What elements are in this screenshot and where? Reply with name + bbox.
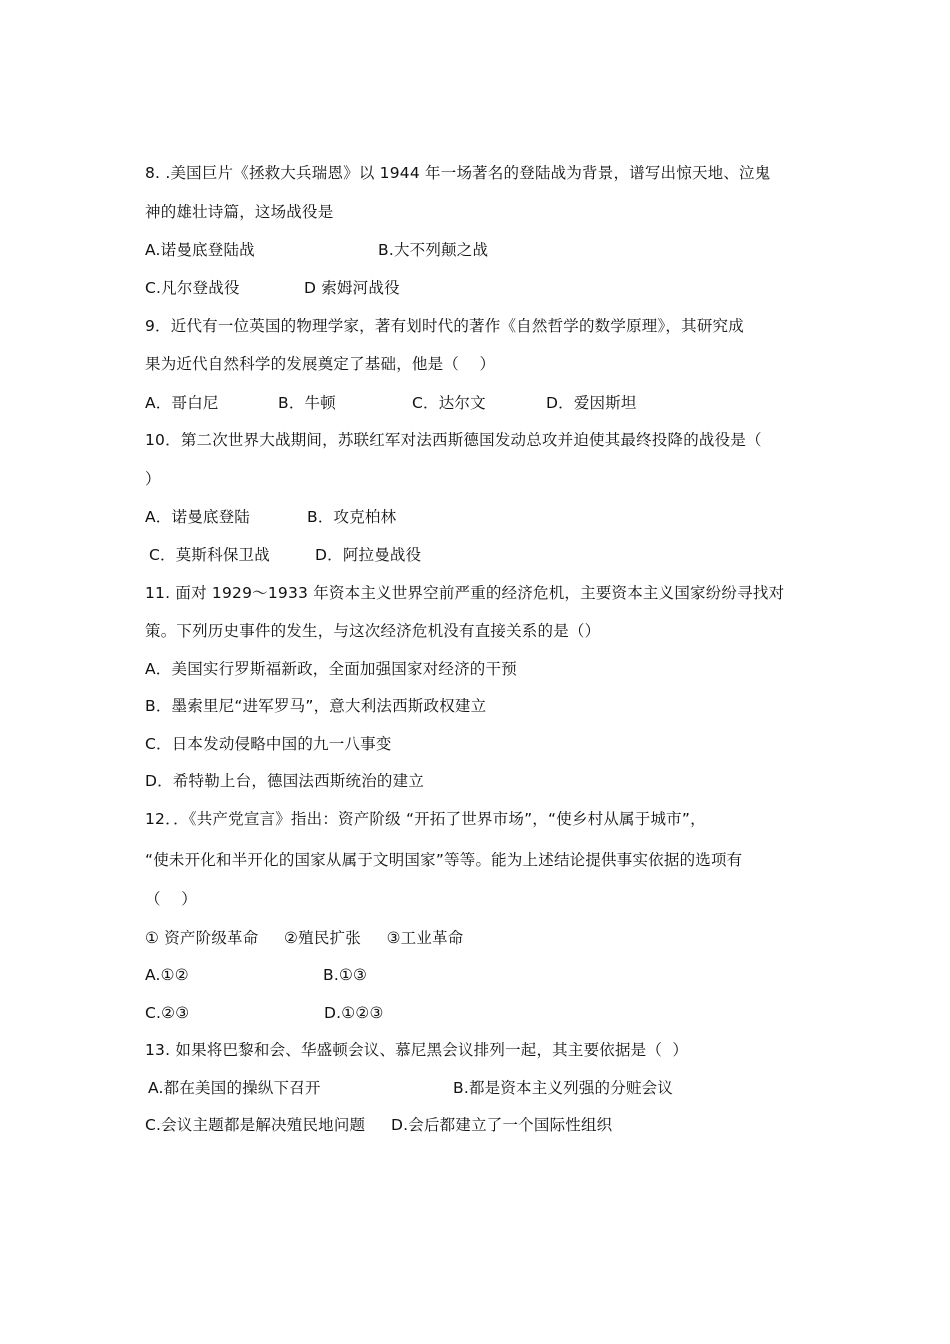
q10-stem-line-2: ） [145, 470, 161, 488]
q13-option-b: B.都是资本主义列强的分赃会议 [453, 1079, 674, 1097]
q10-option-a: A．诺曼底登陆 [145, 508, 251, 526]
q12-stem-line-3: （ ） [145, 890, 197, 908]
q8-option-d: D 索姆河战役 [304, 279, 400, 297]
q8-option-b: B.大不列颠之战 [378, 241, 489, 259]
q10-option-d: D．阿拉曼战役 [315, 546, 422, 564]
q11-option-a: A．美国实行罗斯福新政，全面加强国家对经济的干预 [145, 660, 517, 678]
q13-option-c: C.会议主题都是解决殖民地问题 [145, 1116, 366, 1134]
q12-option-b: B.①③ [323, 966, 368, 984]
q11-option-d: D．希特勒上台，德国法西斯统治的建立 [145, 772, 425, 790]
q13-option-d: D.会后都建立了一个国际性组织 [391, 1116, 613, 1134]
q12-items: ① 资产阶级革命 ②殖民扩张 ③工业革命 [145, 929, 464, 947]
q11-option-b: B．墨索里尼“进军罗马”，意大利法西斯政权建立 [145, 697, 487, 715]
q12-option-a: A.①② [145, 966, 189, 984]
q11-stem-line-1: 11. 面对 1929～1933 年资本主义世界空前严重的经济危机，主要资本主义国家纷纷寻找对 [145, 584, 785, 602]
q9-option-a: A．哥白尼 [145, 394, 219, 412]
q8-stem-line-1: 8. .美国巨片《拯救大兵瑞恩》以 1944 年一场著名的登陆战为背景，谱写出惊天地、泣鬼 [145, 164, 771, 182]
q9-stem-line-2: 果为近代自然科学的发展奠定了基础，他是（ ） [145, 355, 496, 373]
q10-option-b: B．攻克柏林 [307, 508, 397, 526]
q13-stem-line-1: 13. 如果将巴黎和会、华盛顿会议、慕尼黑会议排列一起，其主要依据是（ ） [145, 1041, 689, 1059]
q9-option-b: B．牛顿 [278, 394, 336, 412]
q9-option-c: C．达尔文 [412, 394, 486, 412]
q8-stem-line-2: 神的雄壮诗篇，这场战役是 [145, 203, 334, 221]
q9-option-d: D．爱因斯坦 [546, 394, 637, 412]
q12-option-c: C.②③ [145, 1004, 190, 1022]
q10-stem-line-1: 10．第二次世界大战期间，苏联红军对法西斯德国发动总攻并迫使其最终投降的战役是（ [145, 431, 762, 449]
q12-stem-line-1: 12．．《共产党宣言》指出：资产阶级 “开拓了世界市场”，“使乡村从属于城市”， [145, 810, 706, 828]
q8-option-c: C.凡尔登战役 [145, 279, 240, 297]
q10-option-c: C．莫斯科保卫战 [149, 546, 270, 564]
q12-option-d: D.①②③ [324, 1004, 384, 1022]
q12-stem-line-2: “使未开化和半开化的国家从属于文明国家”等等。能为上述结论提供事实依据的选项有 [145, 851, 743, 869]
q8-option-a: A.诺曼底登陆战 [145, 241, 255, 259]
q11-option-c: C．日本发动侵略中国的九一八事变 [145, 735, 392, 753]
q9-stem-line-1: 9．近代有一位英国的物理学家，著有划时代的著作《自然哲学的数学原理》，其研究成 [145, 317, 744, 335]
q13-option-a: A.都在美国的操纵下召开 [148, 1079, 321, 1097]
q11-stem-line-2: 策。下列历史事件的发生，与这次经济危机没有直接关系的是（） [145, 622, 601, 640]
